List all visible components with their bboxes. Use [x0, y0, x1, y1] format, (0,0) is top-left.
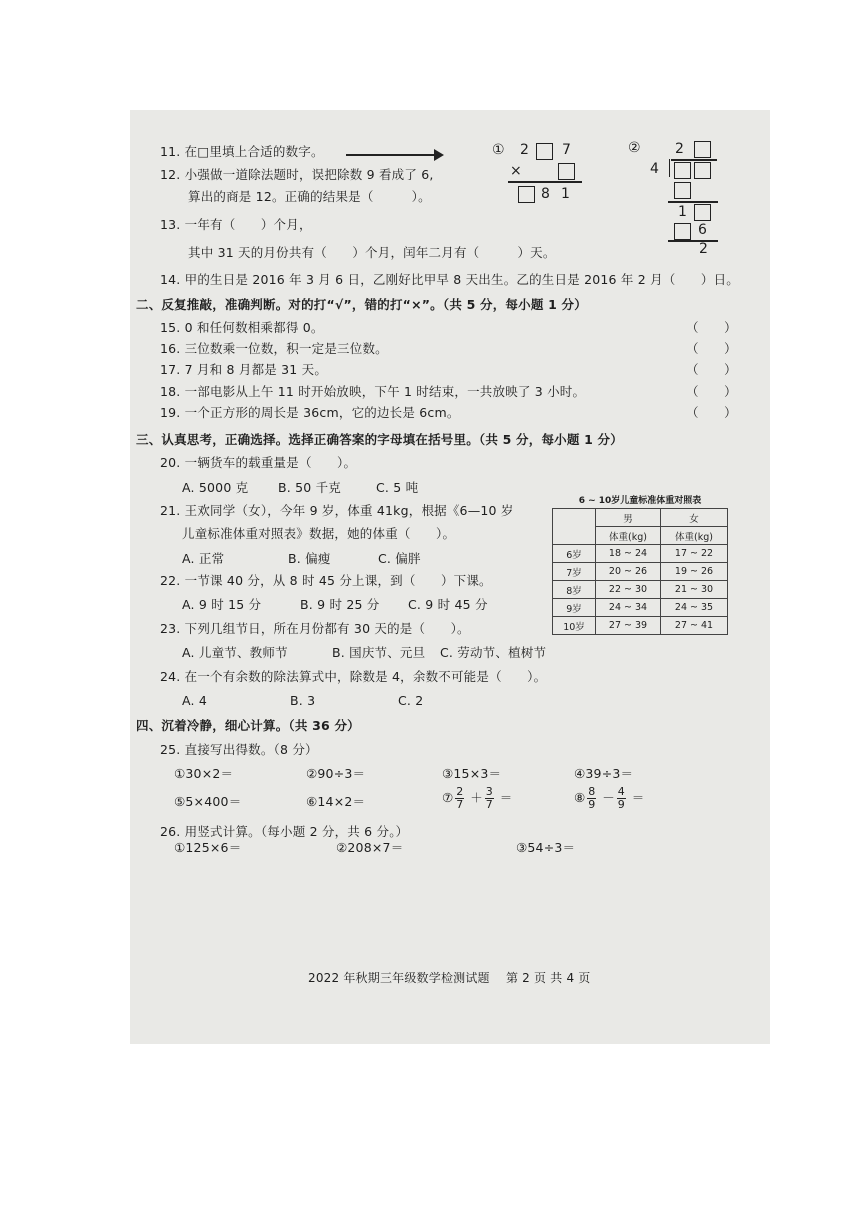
blank-box[interactable] [536, 143, 553, 160]
question-13-line1: 13. 一年有（ ）个月， [160, 217, 312, 232]
option: B. 3 [290, 693, 316, 708]
fraction [587, 786, 596, 811]
answer-bracket[interactable]: （ ） [686, 341, 737, 356]
option: A. 5000 克 [182, 480, 249, 495]
operator: － [602, 790, 615, 805]
vertical-calc-item: ③54÷3＝ [516, 840, 576, 855]
blank-box[interactable] [694, 141, 711, 158]
operator: ＋ [470, 790, 483, 805]
divisor: 4 [650, 161, 659, 177]
table-cell: 17 ~ 22 [661, 545, 728, 563]
judge-item: 19. 一个正方形的周长是 36cm，它的边长是 6cm。 [160, 405, 460, 420]
fraction [617, 786, 626, 811]
table-row [553, 617, 728, 635]
option: C. 2 [398, 693, 424, 708]
question-22: 22. 一节课 40 分，从 8 时 45 分上课，到（ ）下课。 [160, 573, 492, 588]
table-cell: 9岁 [553, 599, 596, 617]
option: C. 9 时 45 分 [408, 597, 488, 612]
question-23: 23. 下列几组节日，所在月份都有 30 天的是（ ）。 [160, 621, 470, 636]
denominator: 7 [485, 798, 493, 811]
question-26: 26. 用竖式计算。（每小题 2 分，共 6 分。） [160, 824, 409, 839]
option: A. 儿童节、教师节 [182, 645, 288, 660]
divider-line [668, 201, 718, 203]
vertical-calc-item: ②208×7＝ [336, 840, 404, 855]
table-cell: 7岁 [553, 563, 596, 581]
option: A. 9 时 15 分 [182, 597, 262, 612]
division-bar [671, 159, 717, 161]
division-bracket [663, 159, 670, 177]
table-cell: 27 ~ 41 [661, 617, 728, 635]
table-cell: 24 ~ 35 [661, 599, 728, 617]
option: B. 9 时 25 分 [300, 597, 380, 612]
blank-box[interactable] [518, 186, 535, 203]
puzzle-2-label: ② [628, 140, 641, 156]
exam-page [130, 110, 770, 1044]
table-cell: 24 ~ 34 [596, 599, 661, 617]
multiply-sign: × [510, 163, 522, 179]
table-row [553, 581, 728, 599]
table-subheader: 体重(kg) [596, 527, 661, 545]
puzzle-1-digit: 8 [541, 186, 550, 202]
question-14: 14. 甲的生日是 2016 年 3 月 6 日，乙刚好比甲早 8 天出生。乙的生日是 2016 年 2 月（ ）日。 [160, 272, 739, 287]
option: B. 50 千克 [278, 480, 342, 495]
option: A. 4 [182, 693, 208, 708]
puzzle-1-digit: 7 [562, 142, 571, 158]
option: B. 偏瘦 [288, 551, 331, 566]
table-header: 女 [661, 509, 728, 527]
puzzle-2-digit: 2 [675, 141, 684, 157]
divider-line [668, 240, 718, 242]
weight-table [552, 490, 728, 635]
puzzle-2-digit: 1 [678, 204, 687, 220]
answer-bracket[interactable]: （ ） [686, 405, 737, 420]
denominator: 7 [456, 798, 464, 811]
question-20: 20. 一辆货车的载重量是（ ）。 [160, 455, 357, 470]
calc-item: ③15×3＝ [442, 766, 502, 781]
option: B. 国庆节、元旦 [332, 645, 426, 660]
blank-box[interactable] [674, 182, 691, 199]
blank-box[interactable] [694, 204, 711, 221]
calc-label: ⑧ [574, 790, 586, 805]
table-cell: 18 ~ 24 [596, 545, 661, 563]
judge-item: 16. 三位数乘一位数，积一定是三位数。 [160, 341, 388, 356]
puzzle-1-label: ① [492, 142, 505, 158]
judge-item: 18. 一部电影从上午 11 时开始放映，下午 1 时结束，一共放映了 3 小时。 [160, 384, 586, 399]
answer-bracket[interactable]: （ ） [686, 320, 737, 335]
puzzle-1-digit: 2 [520, 142, 529, 158]
denominator: 9 [588, 798, 596, 811]
blank-box[interactable] [674, 223, 691, 240]
table-row [553, 545, 728, 563]
fraction-calc-7 [442, 786, 512, 811]
question-21-line1: 21. 王欢同学（女），今年 9 岁，体重 41kg，根据《6—10 岁 [160, 503, 514, 518]
equals: ＝ [499, 790, 513, 805]
table-cell: 8岁 [553, 581, 596, 599]
remainder: 2 [699, 241, 708, 257]
judge-item: 17. 7 月和 8 月都是 31 天。 [160, 362, 328, 377]
blank-box[interactable] [558, 163, 575, 180]
table-row [553, 563, 728, 581]
option: C. 5 吨 [376, 480, 419, 495]
divider-line [508, 181, 582, 183]
numerator: 4 [617, 785, 625, 798]
question-25: 25. 直接写出得数。（8 分） [160, 742, 318, 757]
table-cell: 10岁 [553, 617, 596, 635]
option: C. 劳动节、植树节 [440, 645, 547, 660]
numerator: 3 [485, 785, 493, 798]
arrow-icon [346, 154, 436, 156]
numerator: 2 [456, 785, 464, 798]
fraction [485, 786, 494, 811]
judge-item: 15. 0 和任何数相乘都得 0。 [160, 320, 324, 335]
table-cell: 27 ~ 39 [596, 617, 661, 635]
blank-box[interactable] [694, 162, 711, 179]
table-subheader: 体重(kg) [661, 527, 728, 545]
fraction-calc-8 [574, 786, 644, 811]
question-11: 11. 在□里填上合适的数字。 [160, 144, 324, 159]
denominator: 9 [617, 798, 625, 811]
puzzle-1-digit: 1 [561, 186, 570, 202]
answer-bracket[interactable]: （ ） [686, 362, 737, 377]
calc-item: ①30×2＝ [174, 766, 234, 781]
section-4-title: 四、沉着冷静，细心计算。（共 36 分） [136, 718, 360, 733]
table-cell: 20 ~ 26 [596, 563, 661, 581]
question-21-line2: 儿童标准体重对照表》数据，她的体重（ ）。 [182, 526, 456, 541]
puzzle-2-digit: 6 [698, 222, 707, 238]
equals: ＝ [631, 790, 645, 805]
page-footer: 2022 年秋期三年级数学检测试题 第 2 页 共 4 页 [308, 971, 591, 985]
question-13-line2: 其中 31 天的月份共有（ ）个月，闰年二月有（ ）天。 [188, 245, 556, 260]
calc-label: ⑦ [442, 790, 454, 805]
table-caption: 6 ~ 10岁儿童标准体重对照表 [578, 495, 702, 506]
question-12-line1: 12. 小强做一道除法题时，误把除数 9 看成了 6, [160, 167, 434, 182]
question-24: 24. 在一个有余数的除法算式中，除数是 4，余数不可能是（ ）。 [160, 669, 547, 684]
numerator: 8 [588, 785, 596, 798]
table-cell: 22 ~ 30 [596, 581, 661, 599]
table-row [553, 599, 728, 617]
calc-item: ⑤5×400＝ [174, 794, 242, 809]
answer-bracket[interactable]: （ ） [686, 384, 737, 399]
option: A. 正常 [182, 551, 225, 566]
section-2-title: 二、反复推敲，准确判断。对的打“√”，错的打“×”。（共 5 分，每小题 1 分） [136, 297, 587, 312]
question-12-line2: 算出的商是 12。正确的结果是（ ）。 [188, 189, 431, 204]
table-cell: 19 ~ 26 [661, 563, 728, 581]
fraction [455, 786, 464, 811]
table-header: 男 [596, 509, 661, 527]
calc-item: ④39÷3＝ [574, 766, 634, 781]
calc-item: ⑥14×2＝ [306, 794, 366, 809]
calc-item: ②90÷3＝ [306, 766, 366, 781]
table-corner [553, 509, 596, 545]
vertical-calc-item: ①125×6＝ [174, 840, 242, 855]
blank-box[interactable] [674, 162, 691, 179]
section-3-title: 三、认真思考，正确选择。选择正确答案的字母填在括号里。（共 5 分，每小题 1 分） [136, 432, 623, 447]
option: C. 偏胖 [378, 551, 421, 566]
table-cell: 6岁 [553, 545, 596, 563]
table-cell: 21 ~ 30 [661, 581, 728, 599]
